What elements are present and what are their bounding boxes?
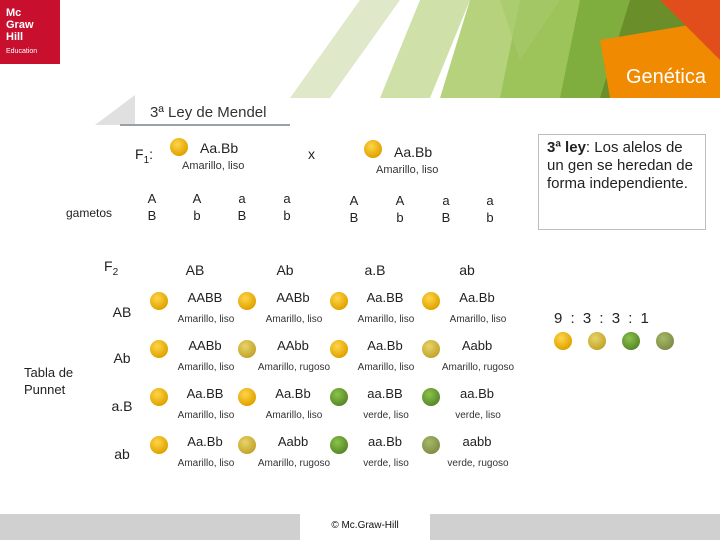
- gamete-p1-4: a b: [283, 191, 291, 223]
- gametes-parent1: [142, 190, 302, 230]
- subtitle: 3ª Ley de Mendel: [150, 104, 267, 121]
- cell-phenotype: Amarillo, liso: [265, 410, 323, 421]
- gamete-p2-1: A B: [349, 193, 359, 225]
- cell-phenotype: Amarillo, liso: [177, 362, 235, 373]
- gamete-p1-3: a B: [237, 191, 247, 223]
- cell-genotype: Aa.Bb: [459, 290, 495, 305]
- parent1-phenotype: Amarillo, liso: [182, 160, 245, 172]
- subtitle-decoration: [95, 95, 145, 127]
- cell-phenotype: Amarillo, liso: [357, 362, 415, 373]
- cell-phenotype: verde, liso: [455, 410, 501, 421]
- law-box-title: 3ª ley: [547, 139, 586, 156]
- punnet-table-label: Tabla de Punnet: [24, 365, 74, 397]
- parent2-pea-icon: [364, 140, 382, 158]
- ratio-pea-green-wrinkled-icon: [656, 332, 674, 350]
- cell-genotype: Aa.BB: [186, 386, 224, 401]
- row-header-3: a.B: [111, 398, 133, 414]
- section-title: Genética: [625, 66, 706, 88]
- cell-genotype: aa.BB: [367, 386, 403, 401]
- cell-phenotype: verde, liso: [363, 410, 409, 421]
- gametes-parent2: [344, 192, 504, 232]
- gametes-label: gametos: [66, 206, 113, 220]
- cross-symbol: x: [308, 146, 315, 162]
- cell-genotype: Aa.Bb: [187, 434, 223, 449]
- cell-phenotype: Amarillo, liso: [357, 314, 415, 325]
- ratio-pea-green-smooth-icon: [622, 332, 640, 350]
- cell-genotype: AAbb: [277, 338, 309, 353]
- gamete-p1-2: A b: [192, 191, 202, 223]
- cell-phenotype: Amarillo, liso: [177, 314, 235, 325]
- cell-genotype: AABb: [276, 290, 310, 305]
- cell-phenotype: Amarillo, rugoso: [257, 458, 331, 469]
- cell-phenotype: Amarillo, rugoso: [441, 362, 515, 373]
- law-box: [538, 134, 706, 230]
- cell-genotype: AABb: [188, 338, 222, 353]
- gamete-p2-3: a B: [441, 193, 451, 225]
- parent2-genotype: Aa.Bb: [394, 144, 433, 160]
- cell-phenotype: Amarillo, rugoso: [257, 362, 331, 373]
- f2-label: $F_2$: [104, 258, 119, 278]
- row-header-4: ab: [114, 446, 130, 462]
- cell-genotype: AABB: [187, 290, 223, 305]
- cell-phenotype: Amarillo, liso: [177, 410, 235, 421]
- cell-genotype: aabb: [462, 434, 492, 449]
- gamete-p2-4: a b: [486, 193, 494, 225]
- cell-genotype: aa.Bb: [368, 434, 402, 449]
- cell-phenotype: Amarillo, liso: [265, 314, 323, 325]
- cell-phenotype: verde, rugoso: [447, 458, 509, 469]
- cell-genotype: Aa.Bb: [275, 386, 311, 401]
- subtitle-underline: [120, 124, 290, 126]
- copyright-text: © Mc.Graw-Hill: [331, 520, 399, 531]
- cell-genotype: Aa.BB: [366, 290, 404, 305]
- gamete-p2-2: A b: [395, 193, 405, 225]
- mcgraw-hill-logo: Mc Graw Hill Education: [0, 0, 60, 64]
- row-header-2: Ab: [113, 350, 131, 366]
- cell-phenotype: Amarillo, liso: [449, 314, 507, 325]
- col-header-3: a.B: [364, 262, 386, 278]
- cell-genotype: Aabb: [277, 434, 309, 449]
- gamete-p1-1: A B: [147, 191, 157, 223]
- ratio-pea-yellow-wrinkled-icon: [588, 332, 606, 350]
- header-band: [0, 0, 720, 98]
- f1-label: $F_1$:: [135, 146, 154, 166]
- cell-genotype: Aabb: [461, 338, 493, 353]
- parent1-genotype: Aa.Bb: [200, 140, 239, 156]
- ratio-pea-yellow-smooth-icon: [554, 332, 572, 350]
- col-header-1: AB: [185, 262, 205, 278]
- col-header-2: Ab: [276, 262, 294, 278]
- phenotype-ratio: 9 : 3 : 3 : 1: [554, 310, 651, 327]
- cell-phenotype: verde, liso: [363, 458, 409, 469]
- law-box-text: : Los alelos de un gen se heredan de forma independiente.: [547, 139, 693, 192]
- cell-phenotype: Amarillo, liso: [177, 458, 235, 469]
- col-header-4: ab: [459, 262, 475, 278]
- cell-genotype: aa.Bb: [460, 386, 494, 401]
- parent2-phenotype: Amarillo, liso: [376, 164, 439, 176]
- parent1-pea-icon: [170, 138, 188, 156]
- cell-genotype: Aa.Bb: [367, 338, 403, 353]
- row-header-1: AB: [112, 304, 132, 320]
